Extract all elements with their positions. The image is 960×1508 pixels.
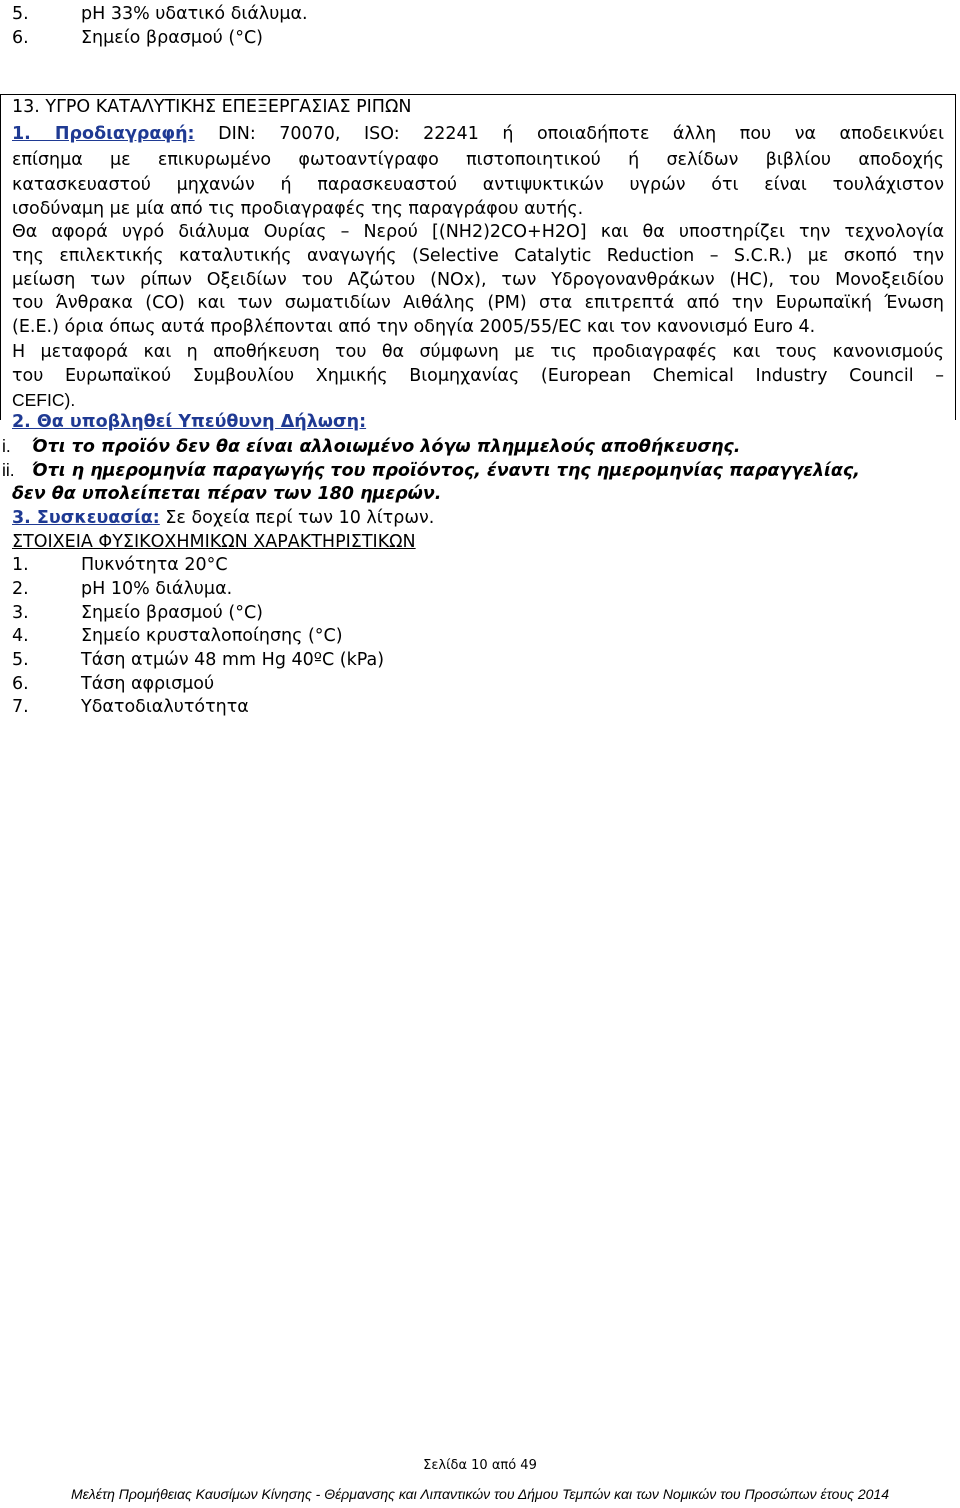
phys-item-4: 4. Σημείο κρυσταλοποίησης (°C): [12, 626, 343, 646]
declaration-item-i: i. Ότι το προϊόν δεν θα είναι αλλοιωμένο λόγω πλημμελούς αποθήκευσης.: [2, 436, 741, 457]
urea-line-1: Θα αφορά υγρό διάλυμα Ουρίας – Νερού [(NH2)2CO+H2O] και θα υποστηρίζει την τεχνολογία: [12, 222, 944, 242]
spec-line-4: ισοδύναμη με μία από τις προδιαγραφές της παραγράφου αυτής.: [12, 199, 584, 219]
phys-heading: ΣΤΟΙΧΕΙΑ ΦΥΣΙΚΟΧΗΜΙΚΩΝ ΧΑΡΑΚΤΗΡΙΣΤΙΚΩΝ: [12, 532, 416, 552]
phys-item-2: 2. pH 10% διάλυμα.: [12, 579, 233, 599]
urea-line-2: της επιλεκτικής καταλυτικής αναγωγής (Selective Catalytic Reduction – S.C.R.) με σκοπό την: [12, 246, 944, 266]
spec-line-2: επίσημα με επικυρωμένο φωτοαντίγραφο πιστοποιητικού ή σελίδων βιβλίου αποδοχής: [12, 150, 944, 170]
transport-line-3: CEFIC).: [12, 390, 76, 410]
spec-line-3: κατασκευαστού μηχανών ή παρασκευαστού αντιψυκτικών υγρών ότι είναι τουλάχιστον: [12, 175, 944, 195]
spec-label: 1. Προδιαγραφή:: [12, 124, 195, 144]
top-list-item-6: 6. Σημείο βρασμού (°C): [12, 28, 263, 48]
urea-line-3: μείωση των ρίπων Οξειδίων του Αζώτου (NOx), των Υδρογονανθράκων (HC), του Μονοξειδίου: [12, 270, 944, 290]
footer-title: Μελέτη Προμήθειας Καυσίμων Κίνησης - Θέρμανσης και Λιπαντικών του Δήμου Τεμπών και των Νομικών του Προσώπων έτους 2014: [70, 1486, 889, 1502]
phys-item-7: 7. Υδατοδιαλυτότητα: [12, 697, 249, 717]
declaration-item-ii: ii. Ότι η ημερομηνία παραγωγής του προϊόντος, έναντι της ημερομηνίας παραγγελίας,: [2, 460, 860, 481]
transport-line-1: Η μεταφορά και η αποθήκευση του θα σύμφωνη με τις προδιαγραφές και τους κανονισμούς: [12, 342, 944, 362]
phys-item-3: 3. Σημείο βρασμού (°C): [12, 603, 263, 623]
urea-line-4: του Άνθρακα (CO) και των σωματιδίων Αιθάλης (PM) στα επιτρεπτά από την Ευρωπαϊκή Ένωση: [12, 293, 944, 313]
urea-line-5: (Ε.Ε.) όρια όπως αυτά προβλέπονται από την οδηγία 2005/55/EC και τον κανονισμό Euro 4.: [12, 317, 816, 337]
page-number: Σελίδα 10 από 49: [423, 1458, 537, 1473]
spec-line-1: 1. Προδιαγραφή: DIN: 70070, ISO: 22241 ή οποιαδήποτε άλλη που να αποδεικνύει: [12, 124, 944, 144]
phys-item-6: 6. Τάση αφρισμού: [12, 674, 215, 694]
declaration-item-ii-cont: δεν θα υπολείπεται πέραν των 180 ημερών.: [12, 484, 442, 504]
section-heading: 13. ΥΓΡΟ ΚΑΤΑΛΥΤΙΚΗΣ ΕΠΕΞΕΡΓΑΣΙΑΣ ΡΙΠΩΝ: [12, 97, 412, 117]
declaration-heading: 2. Θα υποβληθεί Υπεύθυνη Δήλωση:: [12, 412, 367, 432]
phys-item-5: 5. Τάση ατμών 48 mm Hg 40ºC (kPa): [12, 650, 385, 670]
packaging-line: 3. Συσκευασία: Σε δοχεία περί των 10 λίτρων.: [12, 508, 435, 528]
top-list-item-5: 5. pH 33% υδατικό διάλυμα.: [12, 4, 308, 24]
transport-line-2: του Ευρωπαϊκού Συμβουλίου Χημικής Βιομηχανίας (European Chemical Industry Council –: [12, 366, 944, 386]
phys-item-1: 1. Πυκνότητα 20°C: [12, 555, 228, 575]
